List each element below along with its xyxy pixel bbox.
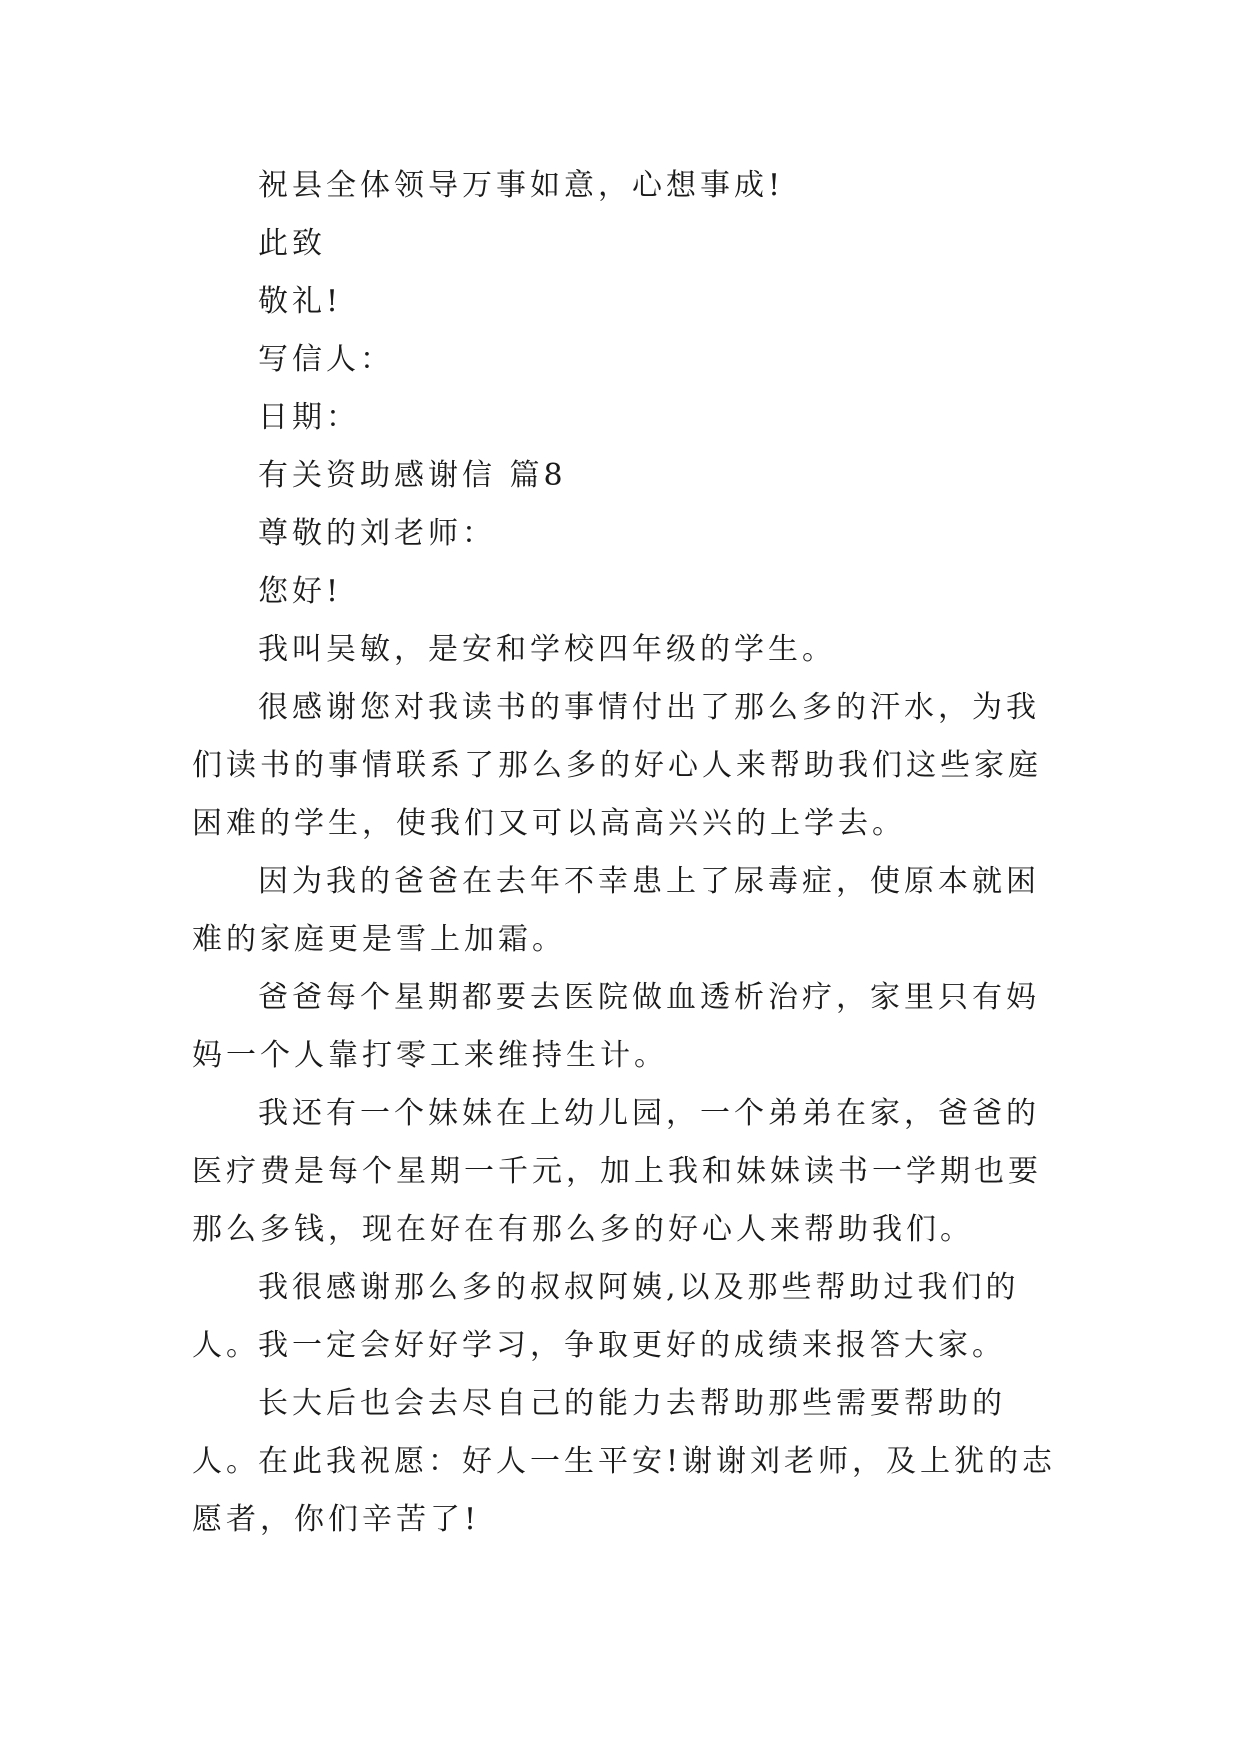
paragraph-blessing: 在此我祝愿：好人一生平安!谢谢刘老师，及上犹的志愿者，你们辛苦了!: [192, 1444, 1057, 1537]
paragraph-greeting: 您好!: [258, 574, 343, 609]
paragraph-father-illness: 因为我的爸爸在去年不幸患上了尿毒症，使原本就困难的家庭更是雪上加霜。: [192, 864, 1040, 957]
paragraph-future-help: 长大后也会去尽自己的能力去帮助那些需要帮助的人。: [192, 1386, 1006, 1479]
paragraph-family-costs: 我还有一个妹妹在上幼儿园，一个弟弟在家，爸爸的医疗费是每个星期一千元，加上我和妹妹读书一学期也要那么多钱，现在好在有那么多的好心人来帮助我们。: [192, 1096, 1042, 1247]
paragraph-intro: 我叫吴敏，是安和学校四年级的学生。: [258, 632, 836, 667]
section-heading: 有关资助感谢信 篇8: [258, 458, 567, 493]
paragraph-closing-jing-li: 敬礼!: [258, 284, 343, 319]
paragraph-gratitude: 我很感谢那么多的叔叔阿姨,以及那些帮助过我们的人。: [192, 1270, 1020, 1363]
paragraph-closing-ci-zhi: 此致: [258, 226, 326, 261]
paragraph-study-promise: 我一定会好好学习，争取更好的成绩来报答大家。: [258, 1328, 1006, 1363]
paragraph-salutation: 尊敬的刘老师：: [258, 516, 496, 551]
paragraph-treatment: 爸爸每个星期都要去医院做血透析治疗，家里只有妈妈一个人靠打零工来维持生计。: [192, 980, 1040, 1073]
paragraph-wishes: 祝县全体领导万事如意，心想事成!: [258, 168, 785, 203]
paragraph-date: 日期：: [258, 400, 360, 435]
paragraph-thanks: 很感谢您对我读书的事情付出了那么多的汗水，为我们读书的事情联系了那么多的好心人来帮助我们这些家庭困难的学生，使我们又可以高高兴兴的上学去。: [192, 690, 1042, 841]
paragraph-writer: 写信人：: [258, 342, 394, 377]
